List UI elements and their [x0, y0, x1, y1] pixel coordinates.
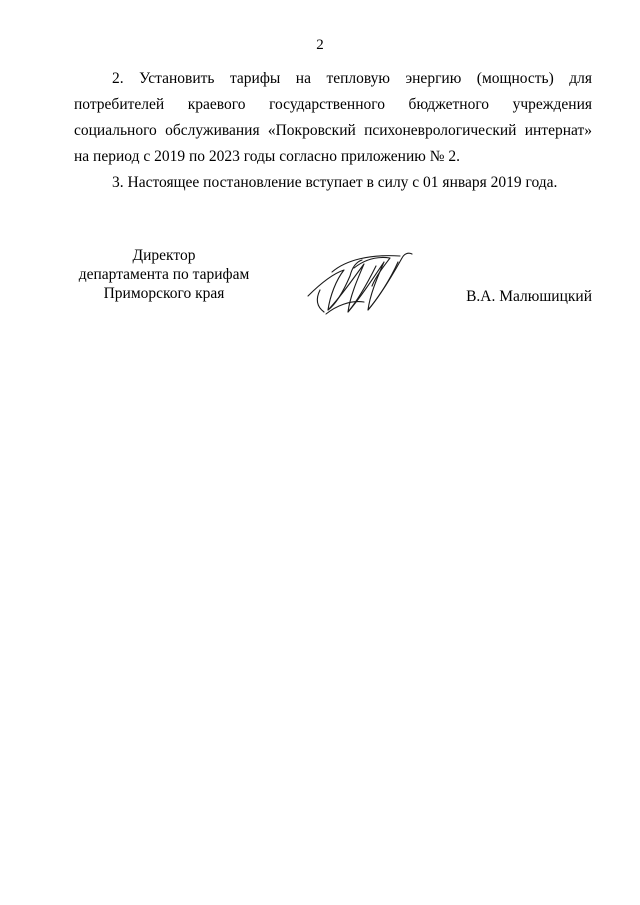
paragraph-2-first-line: 2. Установить тарифы на тепловую энергию (мощность) для: [112, 70, 592, 87]
handwritten-signature-icon: [306, 246, 416, 318]
paragraph-2: [74, 66, 592, 170]
signatory-title-line-3: Приморского края: [103, 285, 225, 302]
paragraph-3: 3. Настоящее постановление вступает в силу с 01 января 2019 года.: [112, 174, 558, 191]
signatory-title-line-1: Директор: [132, 247, 196, 264]
paragraph-2-continuation: потребителей краевого государственного бюджетного учреждения социального обслуживания «Покровский психоневрологический интернат» на период с 2019 по 2023 годы согласно приложению № 2.: [74, 96, 592, 165]
signatory-title-block: [66, 246, 262, 303]
page-number: 2: [316, 37, 324, 53]
signatory-title-line-2: департамента по тарифам: [78, 266, 250, 283]
signer-name: В.А. Малюшицкий: [466, 288, 592, 305]
